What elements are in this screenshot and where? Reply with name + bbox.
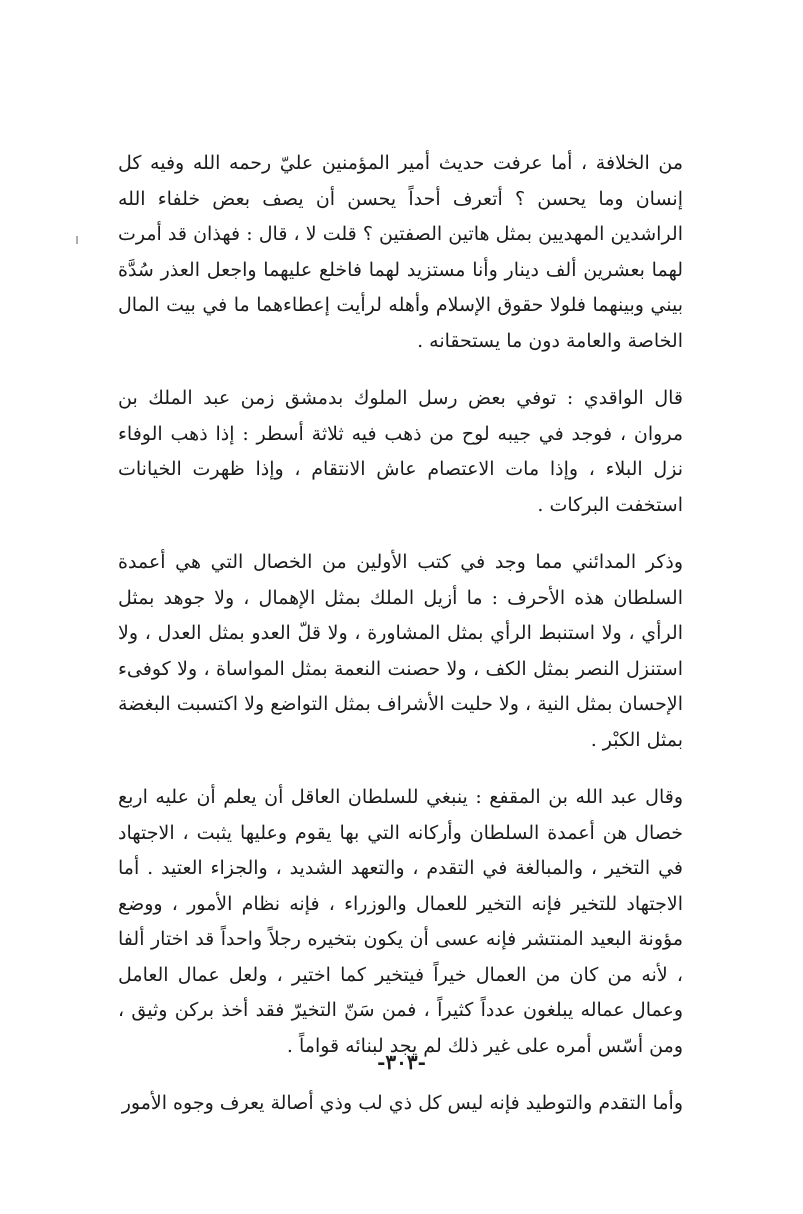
margin-mark bbox=[76, 236, 78, 244]
page-number: -٣٠٣- bbox=[377, 1050, 426, 1074]
paragraph-taqaddum: وأما التقدم والتوطيد فإنه ليس كل ذي لب وذي أصالة يعرف وجوه الأمور bbox=[121, 1092, 683, 1114]
paragraph-caliph-gift: من الخلافة ، أما عرفت حديث أمير المؤمنين عليّ رحمه الله وفيه كل إنسان وما يحسن ؟ أتعرف أحداً يحسن أن يصف بعض خلفاء الله الراشدين المهديين بمثل هاتين الصفتين ؟ قلت لا ، قال : فهذان قد أمرت لهما بعشرين ألف دينار وأنا مستزيد لهما فاخلع عليهما واجعل العذر سُدَّة بيني وبينهما فلولا حقوق الإسلام وأهله لرأيت إعطاءهما ما في بيت المال الخاصة والعامة دون ما يستحقانه . bbox=[118, 152, 683, 352]
paragraph-madaini: وذكر المدائني مما وجد في كتب الأولين من الخصال التي هي أعمدة السلطان هذه الأحرف : ما أزيل الملك بمثل الإهمال ، ولا جوهد بمثل الرأي ، ولا استنبط الرأي بمثل المشاورة ، ولا قلّ العدو بمثل العدل ، ولا استنزل النصر بمثل الكف ، ولا حصنت النعمة بمثل المواساة ، ولا كوفىء الإحسان بمثل النية ، ولا حليت الأشراف بمثل التواضع ولا اكتسبت البغضة بمثل الكبْر . bbox=[118, 551, 683, 751]
paragraph-ibn-muqaffa: وقال عبد الله بن المقفع : ينبغي للسلطان العاقل أن يعلم أن عليه اربع خصال هن أعمدة السلطان وأركانه التي بها يقوم وعليها يثبت ، الاجتهاد في التخير ، والمبالغة في التقدم ، والتعهد الشديد ، والجزاء العتيد . أما الاجتهاد للتخير فإنه التخير للعمال والوزراء ، فإنه نظام الأمور ، ووضع مؤونة البعيد المنتشر فإنه عسى أن يكون بتخيره رجلاً واحداً قد اختار ألفا ، لأنه من كان من العمال خيراً فيتخير كما اختير ، ولعل عمال العامل وعمال عماله يبلغون عدداً كثيراً ، فمن سَنّ التخيرّ فقد أخذ بركن وثيق ، ومن أسّس أمره على غير ذلك لم يجد لبنائه قواماً . bbox=[118, 786, 683, 1057]
paragraph-waqidi: قال الواقدي : توفي بعض رسل الملوك بدمشق زمن عبد الملك بن مروان ، فوجد في جيبه لوح من ذهب فيه ثلاثة أسطر : إذا ذهب الوفاء نزل البلاء ، وإذا مات الاعتصام عاش الانتقام ، وإذا ظهرت الخيانات استخفت البركات . bbox=[118, 387, 683, 516]
body-text bbox=[118, 146, 683, 1122]
